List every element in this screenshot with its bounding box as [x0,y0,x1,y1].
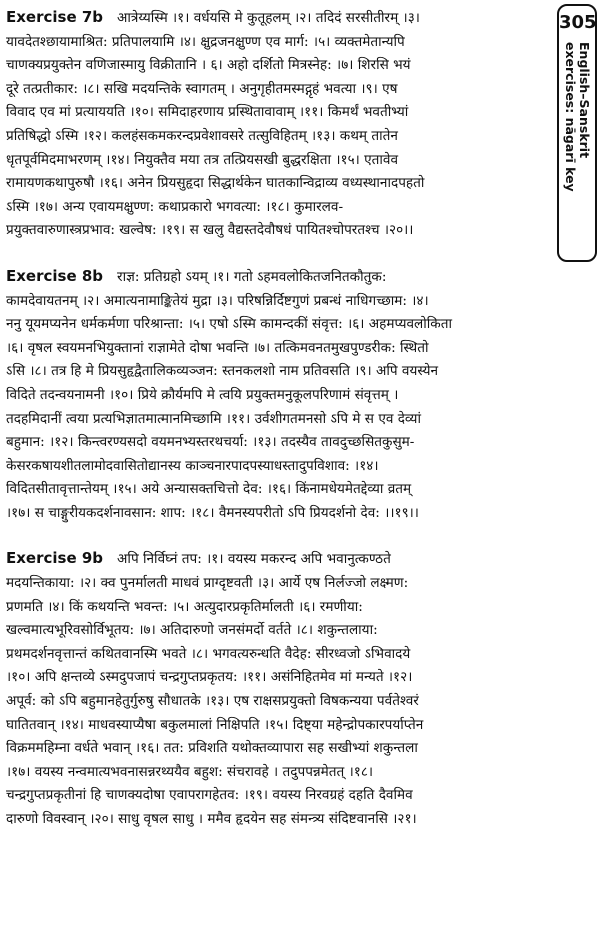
exercise-title: Exercise 8b [6,266,104,285]
section-label-line2: exercises: nāgarī key [563,42,578,192]
text-line [6,6,554,31]
page-number: 305 [559,12,597,33]
page-tab [557,4,597,262]
text-line [6,31,554,55]
text-line [6,408,554,432]
text-line [6,149,554,173]
exercise-text [6,547,554,831]
text-line [6,572,554,596]
sanskrit-text: आत्रेय्यस्मि ।१। वर्धयसि मे कुतूहलम् ।२। तदिदं सरसीतीरम् ।३। [117,10,420,26]
sanskrit-text: ।१७। स चाङ्गुरीयकदर्शनावसान: शाप: ।१८। वैमनस्यपरीतो ऽपि प्रियदर्शनो देव: ।।१९।। [6,504,419,521]
sanskrit-text: ।१७। वयस्य नन्वमात्यभवनासन्नरथ्ययैव बहुश: संचरावहे । तदुपपन्नमेतत् ।१८। [6,763,374,780]
text-line [6,78,554,102]
text-line [6,808,554,832]
exercise-title: Exercise 7b [6,8,104,26]
sanskrit-text: प्रयुक्तवारुणास्त्रप्रभाव: खल्वेष: ।१९। स खलु वैद्यस्तदेवौषधं पायितश्चोपरतश्च ।२०।। [6,222,414,239]
text-line [6,313,554,337]
exercise-text [6,265,554,526]
text-line [6,265,554,290]
sanskrit-text: मदयन्तिकाया: ।२। क्व पुनर्मालती माधवं प्राग्दृष्टवती ।३। आर्ये एष निर्लज्जो लक्ष्मण: [6,575,409,592]
sanskrit-text: अपूर्व: को ऽपि बहुमानहेतुर्गुरुषु सौधातके ।१३। एष राक्षसप्रयुक्तो विषकन्यया पर्वतेश्वरं [6,693,419,710]
sanskrit-text: ऽसि ।८। तत्र हि मे प्रियसुहृद्वैतालिकव्यञ्जन: स्तनकलशो नाम प्रतिवसति ।९। अपि वयस्येन [6,363,439,380]
sanskrit-text: विदिते तदन्वयनामनी ।१०। प्रिये क्रौर्यमपि मे त्वयि प्रयुक्तमनुकूलपरिणामं संवृत्तम् । [6,386,399,403]
exercise-block [6,547,554,831]
text-line [6,596,554,620]
sanskrit-text: केसरकषायशीतलामोदवासितोद्यानस्य काञ्चनारपादपस्याधस्तादुपविशाव: ।१४। [6,457,379,474]
text-line [6,360,554,384]
section-label [563,42,591,192]
sanskrit-text: चन्द्रगुप्तप्रकृतीनां हि चाणक्यदोषा एवापरागहेतव: ।१९। वयस्य निरवग्रहं दहति दैवमिव [6,787,413,804]
sanskrit-text: दारुणो विवस्वान् ।२०। साधु वृषल साधु । ममैव हृदयेन सह संमन्त्र्य संदिष्टवानसि ।२१। [6,811,417,827]
sanskrit-text: खल्वमात्यभूरिवसोर्विभूतय: ।७। अतिदारुणो जनसंमर्दो वर्तते ।८। शकुन्तलाया: [6,622,378,639]
sanskrit-text: तदहमिदानीं त्वया प्रत्यभिज्ञातमात्मानमिच्छामि ।११। उर्वशीगतमनसो ऽपि मे स एव देव्यां [6,410,421,427]
sanskrit-text: धृतपूर्वमिदमाभरणम् ।१४। नियुक्तैव मया तत्र तत्प्रियसखी बुद्धरक्षिता ।१५। एतावेव [6,151,399,168]
sanskrit-text: रामायणकथापुरुषौ ।१६। अनेन प्रियसुहृदा सिद्धार्थकेन घातकान्विद्राव्य वध्यस्थानादपहतो [6,175,425,192]
exercise-list [6,6,554,854]
sanskrit-text: ऽस्मि ।१७। अन्य एवायमक्षुण्ण: कथाप्रकारो भगवत्या: ।१८। कुमारलव- [6,198,344,215]
section-label-line1: English–Sanskrit [577,42,592,159]
text-line [6,384,554,408]
sanskrit-text: प्रथमदर्शनवृत्तान्तं कथितवानस्मि भवते ।८। भगवत्यरुन्धति वैदेह: सीरध्वजो ऽभिवादये [6,645,411,662]
text-line [6,619,554,643]
sanskrit-text: घातितवान् ।१४। माधवस्याप्यैषा बकुलमालां निक्षिपति ।१५। दिष्ट्या महेन्द्रोपकारपर्याप्तेन [6,716,424,733]
text-line [6,54,554,78]
text-line [6,761,554,785]
text-line [6,101,554,125]
sanskrit-text: कामदेवायतनम् ।२। अमात्यनामाङ्कितेयं मुद्रा ।३। परिषन्निर्दिष्टगुणं प्रबन्धं नाधिगच्छाम: ।४। [6,292,429,309]
sanskrit-text: दूरे तत्प्रतीकार: ।८। सखि मदयन्तिके स्वागतम् । अनुगृहीतमस्मद्गृहं भवत्या ।९। एष [6,80,398,97]
sanskrit-text: विक्रममहिम्ना वर्धते भवान् ।१६। तत: प्रविशति यथोक्तव्यापारा सह सखीभ्यां शकुन्तला [6,740,418,757]
text-line [6,547,554,572]
sanskrit-text: बहुमान: ।१२। किन्त्वरण्यसदो वयमनभ्यस्तरथचर्या: ।१३। तदस्यैव तावदुच्छसितकुसुम- [6,434,415,451]
text-line [6,337,554,361]
text-line [6,643,554,667]
exercise-block [6,265,554,526]
text-line [6,290,554,314]
text-line [6,478,554,502]
sanskrit-text: ।१०। अपि क्षन्तव्ये ऽस्मदुपजापं चन्द्रगुप्तप्रकृतय: ।११। असंनिहितमेव मां मन्यते ।१२। [6,669,413,686]
exercise-text [6,6,554,243]
text-line [6,196,554,220]
exercise-title: Exercise 9b [6,549,104,568]
text-line [6,737,554,761]
sanskrit-text: विदितसीतावृत्तान्तेयम् ।१५। अये अन्यासक्तचित्तो देव: ।१६। किंनामधेयमेतद्देव्या व्रतम् [6,481,412,498]
sanskrit-text: यावदेतश्छायामाश्रित: प्रतिपालयामि ।४। क्षुद्रजनक्षुण्ण एव मार्ग: ।५। व्यक्तमेतान्यपि [6,33,405,50]
text-line [6,172,554,196]
text-line [6,714,554,738]
sanskrit-text: राज्ञ: प्रतिग्रहो ऽयम् ।१। गतो ऽहमवलोकितजनितकौतुक: [117,268,387,285]
text-line [6,784,554,808]
exercise-block [6,6,554,243]
text-line [6,219,554,243]
sanskrit-text: प्रणमति ।४। किं कथयन्ति भवन्त: ।५। अत्युदारप्रकृतिर्मालती ।६। रमणीया: [6,598,363,615]
text-line [6,125,554,149]
text-line [6,455,554,479]
sanskrit-text: अपि निर्विघ्नं तप: ।१। वयस्य मकरन्द अपि भवानुत्कण्ठते [117,551,391,568]
text-line [6,431,554,455]
text-line [6,690,554,714]
sanskrit-text: चाणक्यप्रयुक्तेन वणिजास्मायु विक्रीतानि । ६। अहो दर्शितो मित्रस्नेह: ।७। शिरसि भयं [6,57,411,74]
sanskrit-text: विवाद एव मां प्रत्याययति ।१०। समिदाहरणाय प्रस्थितावावाम् ।११। किमर्थं भवतीभ्यां [6,104,409,121]
sanskrit-text: ।६। वृषल स्वयमनभियुक्तानां राज्ञामेते दोषा भवन्ति ।७। तत्किमवनतमुखपुण्डरीक: स्थितो [6,339,429,356]
sanskrit-text: प्रतिषिद्धो ऽस्मि ।१२। कलहंसकमकरन्दप्रवेशावसरे तत्सुविहितम् ।१३। कथम् तातेन [6,127,398,144]
sanskrit-text: ननु यूयमप्यनेन धर्मकर्मणा परिश्रान्ता: ।५। एषो ऽस्मि कामन्दकीं संवृत्त: ।६। अहमप्यवलोकिता [6,316,453,333]
text-line [6,666,554,690]
text-line [6,502,554,526]
